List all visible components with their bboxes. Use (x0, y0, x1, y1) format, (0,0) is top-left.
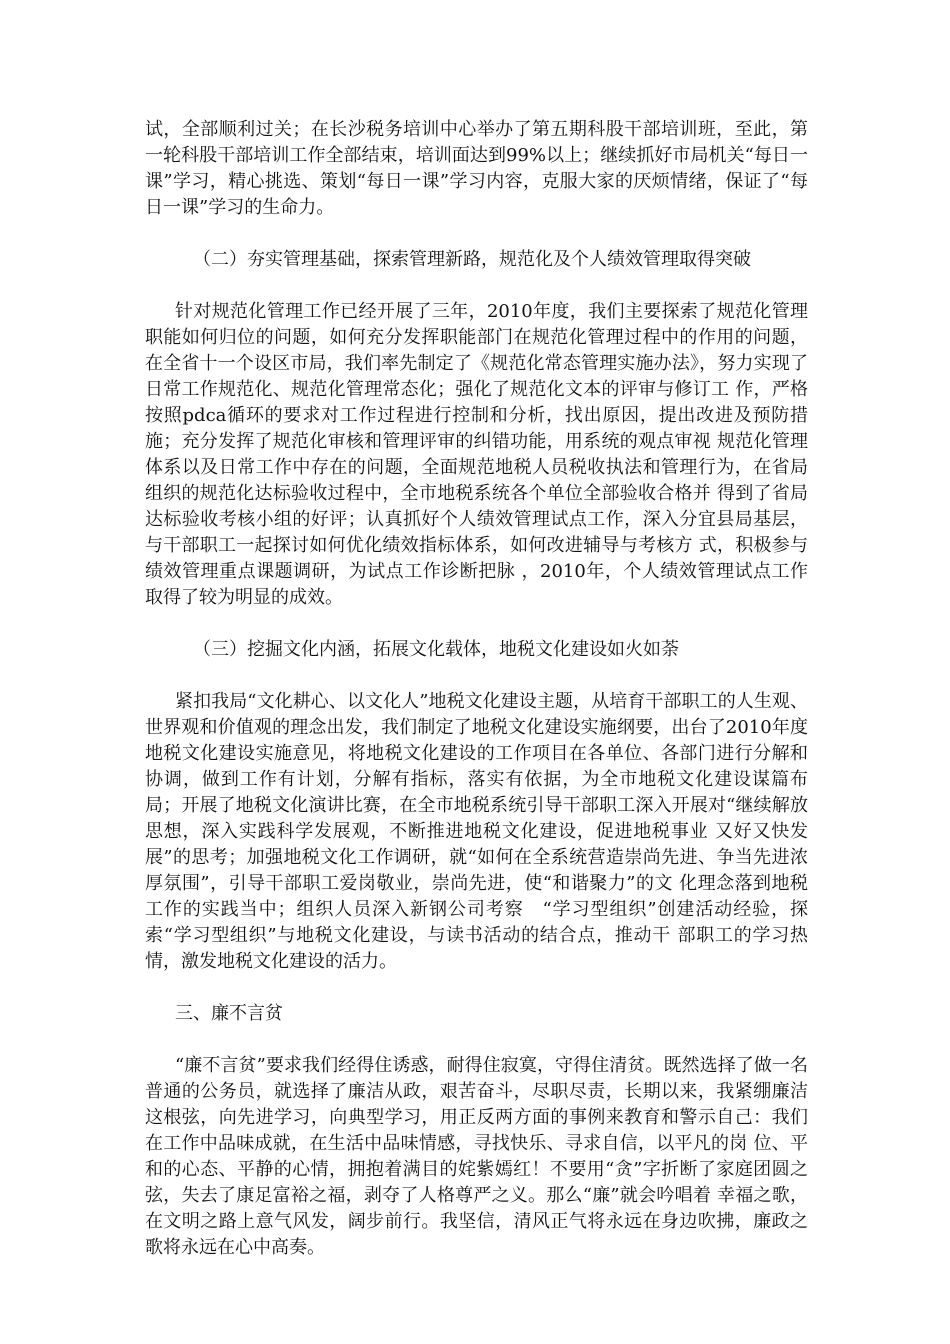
document-page (145, 117, 808, 1261)
section-title-integrity: 三、廉不言贫 (175, 1003, 283, 1024)
paragraph-integrity-details: “廉不言贫”要求我们经得住诱惑，耐得住寂寞，守得住清贫。既然选择了做一名普通的公务员，就选择了廉洁从政，艰苦奋斗，尽职尽责，长期以来，我紧绷廉洁这根弦，向先进学习，向典型学习，用正反两方面的事例来教育和警示自己：我们在工作中品味成就，在生活中品味情感，寻找快乐、寻求自信，以平凡的岗 位、平和的心态、平静的心情，拥抱着满目的姹紫嫣红！不要用“贪”字折断了家庭团圆之弦，失去了康足富裕之福，剥夺了人格尊严之义。那么“廉”就会吟唱着 幸福之歌，在文明之路上意气风发，阔步前行。我坚信，清风正气将永远在身边吹拂，廉政之歌将永远在心中高奏。 (145, 1055, 808, 1258)
paragraph-culture-details: 紧扣我局“文化耕心、以文化人”地税文化建设主题，从培育干部职工的人生观、世界观和价值观的理念出发，我们制定了地税文化建设实施纲要，出台了2010年度地税文化建设实施意见，将地税文化建设的工作项目在各单位、各部门进行分解和协调，做到工作有计划，分解有指标，落实有依据，为全市地税文化建设谋篇布局；开展了地税文化演讲比赛，在全市地税系统引导干部职工深入开展对“继续解放思想，深入实践科学发展观，不断推进地税文化建设，促进地税事业 又好又快发展”的思考；加强地税文化工作调研，就“如何在全系统营造崇尚先进、争当先进浓厚氛围”，引导干部职工爱岗敬业，崇尚先进，使“和谐聚力”的文 化理念落到地税工作的实践当中；组织人员深入新钢公司考察 “学习型组织”创建活动经验，探索“学习型组织”与地税文化建设，与读书活动的结合点，推动干 部职工的学习热情，激发地税文化建设的活力。 (145, 691, 808, 972)
heading-management-breakthrough: （二）夯实管理基础，探索管理新路，规范化及个人绩效管理取得突破 (193, 249, 751, 270)
heading-culture-construction: （三）挖掘文化内涵，拓展文化载体，地税文化建设如火如荼 (193, 639, 679, 660)
paragraph-training-summary: 试，全部顺利过关；在长沙税务培训中心举办了第五期科股干部培训班，至此，第一轮科股干部培训工作全部结束，培训面达到99%以上；继续抓好市局机关“每日一课”学习，精心挑选、策划“每日一课”学习内容，克服大家的厌烦情绪，保证了“每日一课”学习的生命力。 (145, 119, 808, 218)
paragraph-management-details: 针对规范化管理工作已经开展了三年，2010年度，我们主要探索了规范化管理职能如何归位的问题，如何充分发挥职能部门在规范化管理过程中的作用的问题，在全省十一个设区市局，我们率先制定了《规范化常态管理实施办法》，努力实现了日常工作规范化、规范化管理常态化；强化了规范化文本的评审与修订工 作，严格按照pdca循环的要求对工作过程进行控制和分析，找出原因，提出改进及预防措施；充分发挥了规范化审核和管理评审的纠错功能，用系统的观点审视 规范化管理体系以及日常工作中存在的问题，全面规范地税人员税收执法和管理行为，在省局组织的规范化达标验收过程中，全市地税系统各个单位全部验收合格并 得到了省局达标验收考核小组的好评；认真抓好个人绩效管理试点工作，深入分宜县局基层，与干部职工一起探讨如何优化绩效指标体系，如何改进辅导与考核方 式，积极参与绩效管理重点课题调研，为试点工作诊断把脉 ，2010年，个人绩效管理试点工作取得了较为明显的成效。 (145, 301, 808, 608)
